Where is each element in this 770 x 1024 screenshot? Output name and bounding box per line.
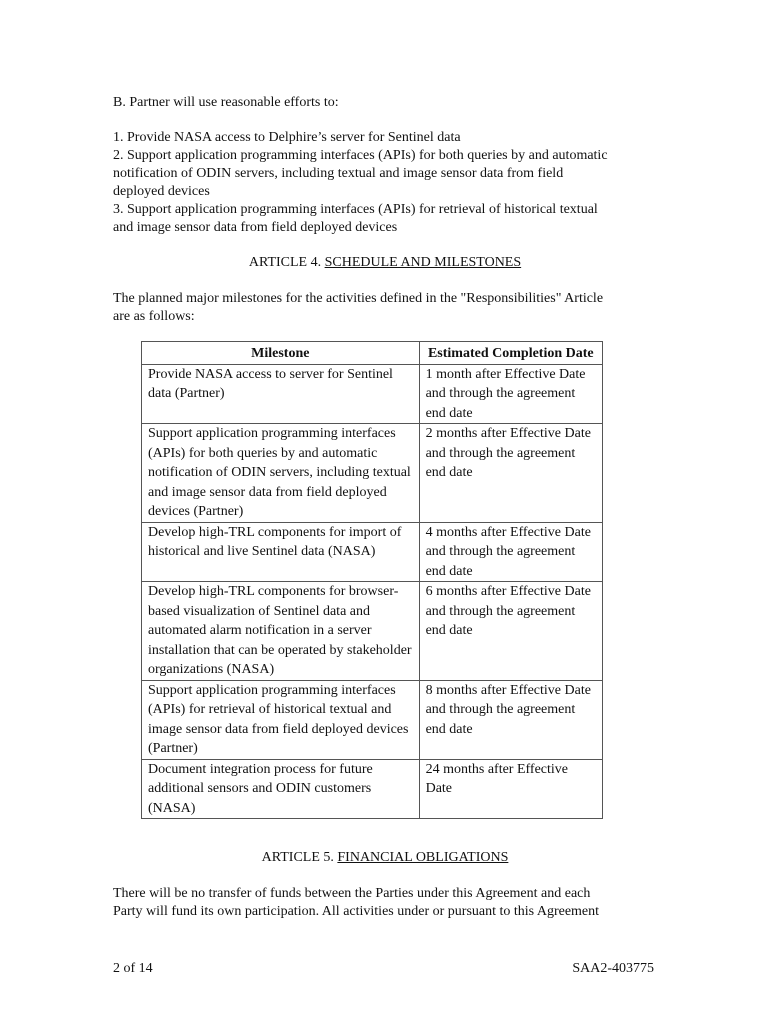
date-cell: 1 month after Effective Date and through the agreement end date bbox=[419, 364, 602, 424]
section-b-item-2-line-2: notification of ODIN servers, including textual and image sensor data from field bbox=[113, 166, 564, 181]
article-5-body-line-2: Party will fund its own participation. All activities under or pursuant to this Agreement bbox=[113, 904, 600, 919]
milestone-cell: Develop high-TRL components for browser-based visualization of Sentinel data and automated alarm notification in a server installation that can be operated by stakeholder organizations (NASA) bbox=[142, 582, 420, 681]
date-cell: 24 months after Effective Date bbox=[419, 759, 602, 819]
article-5-title: FINANCIAL OBLIGATIONS bbox=[337, 850, 509, 865]
date-cell: 2 months after Effective Date and through the agreement end date bbox=[419, 424, 602, 523]
document-id: SAA2-403775 bbox=[572, 961, 654, 976]
date-cell: 4 months after Effective Date and through the agreement end date bbox=[419, 522, 602, 582]
date-cell: 6 months after Effective Date and through the agreement end date bbox=[419, 582, 602, 681]
article-4-heading bbox=[0, 254, 770, 272]
article-5-body-line-1: There will be no transfer of funds between the Parties under this Agreement and each bbox=[113, 886, 591, 901]
section-b-item-3-line-2: and image sensor data from field deployed devices bbox=[113, 220, 398, 235]
table-row bbox=[142, 680, 603, 759]
article-4-intro-line-2: are as follows: bbox=[113, 309, 195, 324]
milestone-cell: Provide NASA access to server for Sentinel data (Partner) bbox=[142, 364, 420, 424]
milestone-cell: Document integration process for future additional sensors and ODIN customers (NASA) bbox=[142, 759, 420, 819]
table-row bbox=[142, 582, 603, 681]
date-cell: 8 months after Effective Date and through the agreement end date bbox=[419, 680, 602, 759]
section-b-item-2-line-3: deployed devices bbox=[113, 184, 210, 199]
article-4-intro-line-1: The planned major milestones for the activities defined in the "Responsibilities" Article bbox=[113, 291, 604, 306]
milestone-cell: Support application programming interfaces (APIs) for retrieval of historical textual and image sensor data from field deployed devices (Partner) bbox=[142, 680, 420, 759]
table-header-row bbox=[142, 342, 603, 365]
header-milestone: Milestone bbox=[142, 342, 420, 365]
article-4-prefix: ARTICLE 4. bbox=[248, 255, 325, 270]
section-b-item-3-line-1: 3. Support application programming interfaces (APIs) for retrieval of historical textual bbox=[113, 202, 598, 217]
article-5-prefix: ARTICLE 5. bbox=[261, 850, 338, 865]
milestones-table bbox=[141, 341, 603, 819]
table-row bbox=[142, 364, 603, 424]
section-b-item-2-line-1: 2. Support application programming interfaces (APIs) for both queries by and automatic bbox=[113, 148, 608, 163]
page-number: 2 of 14 bbox=[113, 961, 153, 976]
milestone-cell: Support application programming interfaces (APIs) for both queries by and automatic notification of ODIN servers, including textual and image sensor data from field deployed devices (Partner) bbox=[142, 424, 420, 523]
header-estimated-completion-date: Estimated Completion Date bbox=[419, 342, 602, 365]
milestone-cell: Develop high-TRL components for import of historical and live Sentinel data (NASA) bbox=[142, 522, 420, 582]
table-row bbox=[142, 759, 603, 819]
section-b-heading: B. Partner will use reasonable efforts to: bbox=[113, 95, 339, 110]
article-5-heading bbox=[0, 849, 770, 867]
table-row bbox=[142, 424, 603, 523]
section-b-item-1: 1. Provide NASA access to Delphire’s server for Sentinel data bbox=[113, 130, 461, 145]
article-4-title: SCHEDULE AND MILESTONES bbox=[324, 255, 522, 270]
table-row bbox=[142, 522, 603, 582]
